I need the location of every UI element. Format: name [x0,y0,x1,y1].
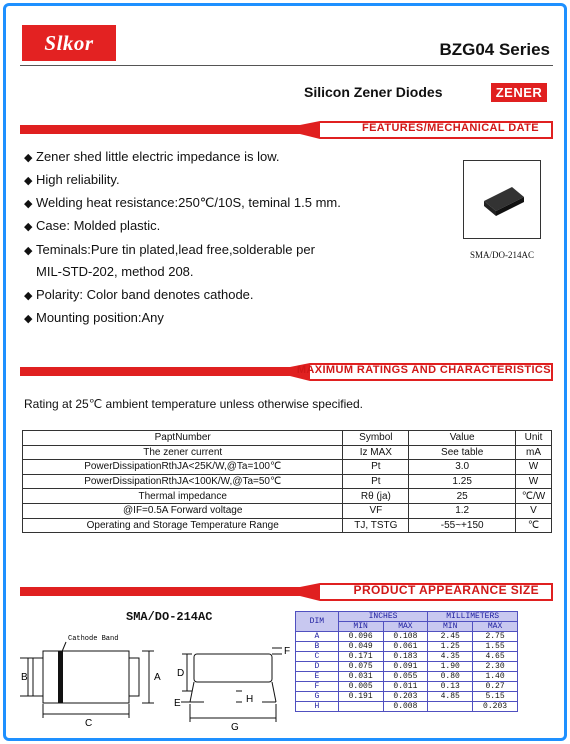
value-cell: See table [409,445,516,460]
series-title: BZG04 Series [439,40,550,59]
diamond-bullet-icon: ◆ [24,290,33,302]
dim-label-d: D [177,668,185,679]
table-header-cell: PaptNumber [23,431,343,446]
dimensions-table [295,611,518,712]
dims-header-cell: MIN [428,622,473,632]
table-row: H 0.008 0.203 [296,702,518,712]
unit-cell: ℃ [516,518,552,533]
package-caption: SMA/DO-214AC [469,250,534,260]
table-header-cell: Unit [516,431,552,446]
feature-item-continuation: MIL-STD-202, method 208. [36,264,194,279]
unit-cell: V [516,503,552,518]
diamond-bullet-icon: ◆ [24,245,33,257]
dim-label-g: G [231,722,239,733]
feature-item: ◆ Case: Molded plastic. [24,218,161,233]
value-cell: -55~+150 [409,518,516,533]
dims-header-cell: INCHES [338,612,428,622]
table-row: G 0.191 0.203 4.85 5.15 [296,692,518,702]
diamond-bullet-icon: ◆ [24,175,33,187]
symbol-cell: VF [343,503,409,518]
feature-item: ◆ Welding heat resistance:250℃/10S, teminal 1.5 mm. [24,195,341,210]
unit-cell: ℃/W [516,489,552,504]
dim-label-f: F [284,646,291,657]
cathode-band-label: Cathode Band [68,635,119,643]
product-subtitle: Silicon Zener Diodes [304,84,443,100]
table-row: E 0.031 0.055 0.80 1.40 [296,672,518,682]
table-row: A 0.096 0.108 2.45 2.75 [296,632,518,642]
value-cell: 1.25 [409,474,516,489]
value-cell: 1.2 [409,503,516,518]
dims-header-cell: MIN [338,622,383,632]
diamond-bullet-icon: ◆ [24,198,33,210]
dims-header-cell: MAX [383,622,428,632]
ratings-band-label: MAXIMUM RATINGS AND CHARACTERISTICS [296,364,551,376]
appearance-band-label: PRODUCT APPEARANCE SIZE [353,583,539,597]
value-cell: 3.0 [409,460,516,475]
symbol-cell: Iz MAX [343,445,409,460]
dims-header-cell: MAX [473,622,518,632]
symbol-cell: Rθ (ja) [343,489,409,504]
table-header-cell: Value [409,431,516,446]
diamond-bullet-icon: ◆ [24,152,33,164]
datasheet-page [3,3,567,741]
rating-note: Rating at 25℃ ambient temperature unless otherwise specified. [24,397,363,411]
feature-item: ◆ High reliability. [24,172,120,187]
dim-label-e: E [174,698,181,709]
symbol-cell: TJ, TSTG [343,518,409,533]
diamond-bullet-icon: ◆ [24,313,33,325]
package-outline-drawing [6,6,296,741]
symbol-cell: Pt [343,460,409,475]
param-cell: @IF=0.5A Forward voltage [23,503,343,518]
feature-item: ◆ Zener shed little electric impedance is low. [24,149,280,164]
feature-item: ◆ Teminals:Pure tin plated,lead free,solderable per [24,242,315,257]
param-cell: PowerDissipationRthJA<25K/W,@Ta=100℃ [23,460,343,475]
table-row: F 0.005 0.011 0.13 0.27 [296,682,518,692]
dims-header-cell: DIM [296,612,339,632]
symbol-cell: Pt [343,474,409,489]
dim-label-h: H [246,694,254,705]
feature-item: ◆ Polarity: Color band denotes cathode. [24,287,254,302]
dims-header-cell: MILLIMETERS [428,612,518,622]
unit-cell: mA [516,445,552,460]
cathode-band-mark [58,651,63,703]
param-cell: Thermal impedance [23,489,343,504]
table-row: C 0.171 0.183 4.35 4.65 [296,652,518,662]
dim-label-c: C [85,718,93,729]
package-photo-box [463,160,541,239]
unit-cell: W [516,474,552,489]
package-chip-icon [464,161,540,238]
features-band-label: FEATURES/MECHANICAL DATE [361,122,539,134]
table-header-cell: Symbol [343,431,409,446]
diamond-bullet-icon: ◆ [24,221,33,233]
dim-label-a: A [154,672,161,683]
value-cell: 25 [409,489,516,504]
table-row: D 0.075 0.091 1.90 2.30 [296,662,518,672]
unit-cell: W [516,460,552,475]
table-row: B 0.049 0.061 1.25 1.55 [296,642,518,652]
feature-item: ◆ Mounting position:Any [24,310,164,325]
param-cell: The zener current [23,445,343,460]
zener-badge: ZENER [491,83,547,102]
param-cell: Operating and Storage Temperature Range [23,518,343,533]
brand-logo: Slkor [22,25,116,61]
dim-label-b: B [21,672,28,683]
param-cell: PowerDissipationRthJA<100K/W,@Ta=50℃ [23,474,343,489]
appearance-package-title: SMA/DO-214AC [126,610,213,624]
dims-group-header-row [296,612,518,622]
